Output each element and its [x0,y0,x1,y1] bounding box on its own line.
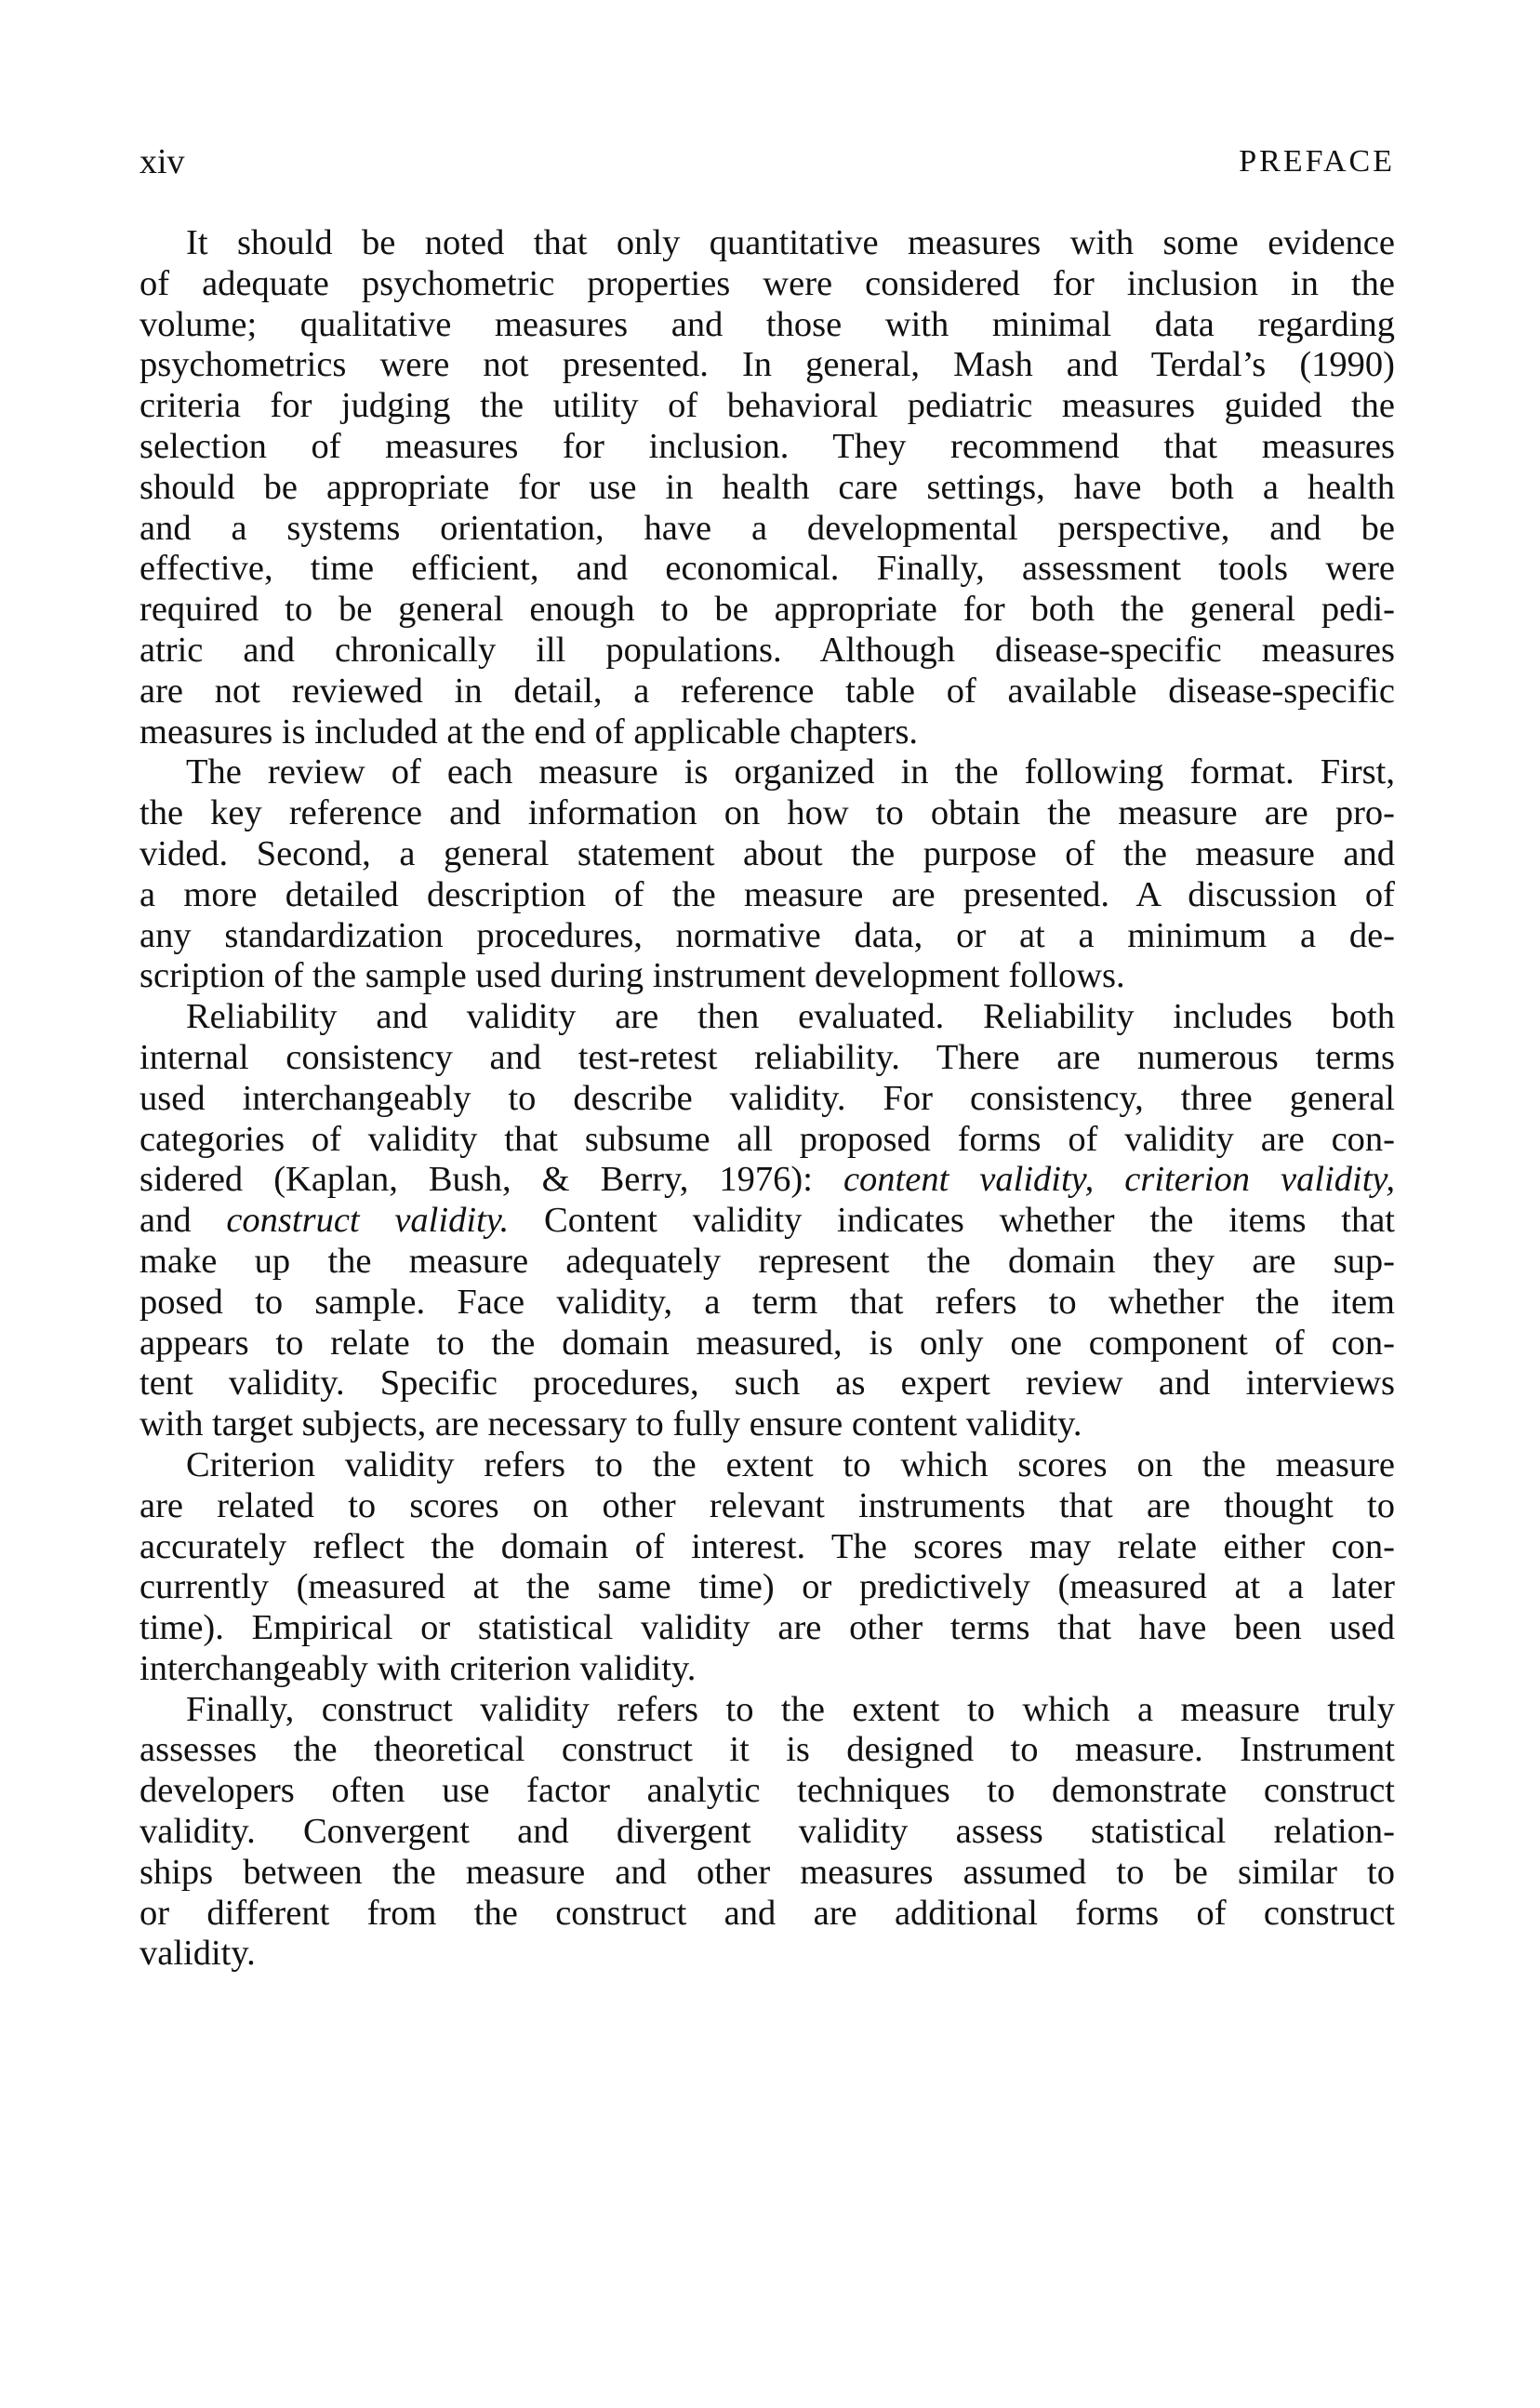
text-line: The review of each measure is organized in the following format. First, [186,752,1395,792]
text-line: Finally, construct validity refers to the extent to which a measure truly [186,1689,1395,1729]
text-line: categories of validity that subsume all proposed forms of validity are con- [139,1119,1395,1159]
text-line: tent validity. Specific procedures, such as expert review and interviews [139,1364,1395,1404]
text-line: make up the measure adequately represent the domain they are sup- [139,1241,1395,1281]
italic-term: content validity, criterion validity, [843,1160,1395,1200]
text-line: criteria for judging the utility of behavioral pediatric measures guided the [139,386,1395,426]
running-title: PREFACE [1239,144,1395,179]
text-line: with target subjects, are necessary to fully ensure content validity. [139,1404,1082,1444]
text-line: sidered (Kaplan, Bush, & Berry, 1976): content validity, criterion validity, [139,1160,1395,1200]
text-line: effective, time efficient, and economical. Finally, assessment tools were [139,549,1395,589]
paragraph [139,997,1395,1445]
text-line: a more detailed description of the measure are presented. A discussion of [139,874,1395,914]
text-line: psychometrics were not presented. In general, Mash and Terdal’s (1990) [139,345,1395,385]
text-line: any standardization procedures, normative data, or at a minimum a de- [139,915,1395,955]
text-line: appears to relate to the domain measured, is only one component of con- [139,1323,1395,1363]
text-line: are not reviewed in detail, a reference table of available disease-specific [139,671,1395,711]
text-line: Criterion validity refers to the extent to which scores on the measure [186,1444,1395,1484]
text-line: of adequate psychometric properties were considered for inclusion in the [139,263,1395,303]
paragraph [139,1690,1395,1976]
italic-term: construct validity. [226,1201,510,1241]
paragraph [139,1445,1395,1690]
text-line: validity. [139,1934,256,1974]
text-line: and a systems orientation, have a developmental perspective, and be [139,508,1395,548]
text-line: posed to sample. Face validity, a term that refers to whether the item [139,1282,1395,1322]
text-line: developers often use factor analytic techniques to demonstrate construct [139,1771,1395,1811]
page-header [139,141,1395,182]
text-line: used interchangeably to describe validity. For consistency, three general [139,1078,1395,1118]
text-line: vided. Second, a general statement about the purpose of the measure and [139,833,1395,873]
text-line: should be appropriate for use in health care settings, have both a health [139,467,1395,507]
text-line: currently (measured at the same time) or predictively (measured at a later [139,1567,1395,1607]
text-line: ships between the measure and other measures assumed to be similar to [139,1852,1395,1892]
text-line: volume; qualitative measures and those with minimal data regarding [139,304,1395,344]
text-line: and construct validity. Content validity indicates whether the items that [139,1201,1395,1241]
page-number: xiv [139,142,185,181]
text-line: required to be general enough to be appropriate for both the general pedi- [139,590,1395,630]
text-line: Reliability and validity are then evaluated. Reliability includes both [186,997,1395,1037]
text-line: validity. Convergent and divergent validity assess statistical relation- [139,1812,1395,1852]
paragraph [139,223,1395,752]
text-line: assesses the theoretical construct it is designed to measure. Instrument [139,1730,1395,1770]
text-line: interchangeably with criterion validity. [139,1648,697,1688]
text-line: atric and chronically ill populations. Although disease-specific measures [139,630,1395,670]
text-line: the key reference and information on how to obtain the measure are pro- [139,793,1395,833]
text-line: scription of the sample used during instrument development follows. [139,956,1125,996]
text-line: measures is included at the end of applicable chapters. [139,712,919,752]
text-line: or different from the construct and are additional forms of construct [139,1893,1395,1933]
text-line: time). Empirical or statistical validity are other terms that have been used [139,1608,1395,1648]
text-line: internal consistency and test-retest reliability. There are numerous terms [139,1037,1395,1077]
text-line: accurately reflect the domain of interest. The scores may relate either con- [139,1526,1395,1566]
text-line: are related to scores on other relevant instruments that are thought to [139,1485,1395,1525]
paragraph [139,752,1395,997]
body-text [139,223,1395,1975]
text-line: It should be noted that only quantitative measures with some evidence [186,223,1395,262]
text-line: selection of measures for inclusion. They recommend that measures [139,426,1395,466]
